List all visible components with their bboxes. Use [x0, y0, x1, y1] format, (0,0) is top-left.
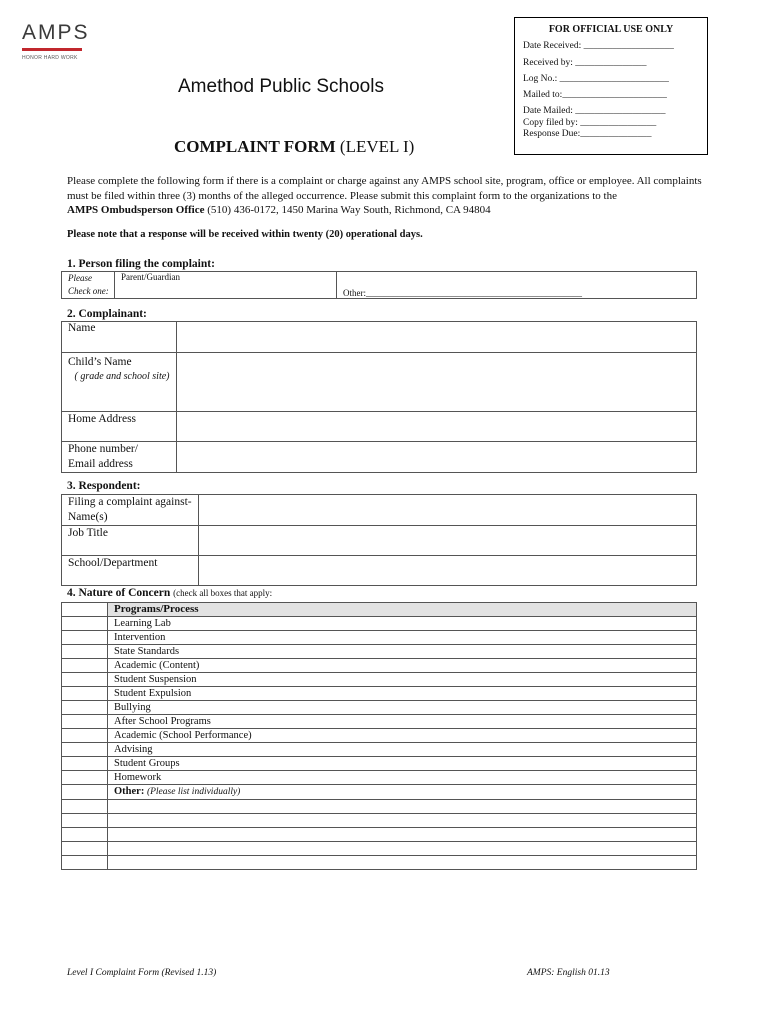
response-due-field[interactable]: Response Due:_______________ — [523, 129, 652, 139]
concern-checkbox[interactable] — [62, 673, 108, 687]
footer-left: Level I Complaint Form (Revised 1.13) — [67, 968, 217, 978]
log-no-field[interactable]: Log No.: _______________________ — [523, 74, 669, 84]
concern-checkbox[interactable] — [62, 729, 108, 743]
concern-label: After School Programs — [108, 715, 697, 729]
job-title-input[interactable] — [199, 526, 697, 556]
child-name-label: Child’s Name ( grade and school site) — [62, 353, 177, 412]
home-address-label: Home Address — [62, 412, 177, 442]
school-department-label: School/Department — [62, 556, 199, 586]
section3-table — [61, 494, 697, 586]
concern-other-input[interactable] — [108, 856, 697, 870]
concern-label: Intervention — [108, 631, 697, 645]
mailed-to-field[interactable]: Mailed to:______________________ — [523, 90, 667, 100]
form-title-main: COMPLAINT FORM — [174, 137, 336, 156]
concern-checkbox[interactable] — [62, 631, 108, 645]
job-title-label: Job Title — [62, 526, 199, 556]
office-contact: (510) 436-0172, 1450 Marina Way South, Richmond, CA 94804 — [204, 204, 491, 216]
checkbox-header-cell — [62, 603, 108, 617]
concern-blank-row — [62, 800, 697, 814]
concern-row — [62, 757, 697, 771]
concern-table — [61, 602, 697, 870]
copy-filed-by-field[interactable]: Copy filed by: ________________ — [523, 118, 657, 128]
section1-title: 1. Person filing the complaint: — [67, 258, 215, 270]
logo-tagline: HONOR HARD WORK — [22, 55, 78, 61]
intro-paragraph — [67, 174, 707, 218]
child-name-input[interactable] — [177, 353, 697, 412]
section3-title: 3. Respondent: — [67, 480, 141, 492]
concern-other-input[interactable] — [108, 842, 697, 856]
section2-table — [61, 321, 697, 473]
concern-row — [62, 771, 697, 785]
date-received-field[interactable]: Date Received: ___________________ — [523, 41, 674, 51]
name-label: Name — [62, 322, 177, 353]
concern-blank-row — [62, 842, 697, 856]
concern-checkbox[interactable] — [62, 785, 108, 800]
concern-label: Academic (Content) — [108, 659, 697, 673]
concern-label: Homework — [108, 771, 697, 785]
respondent-name-input[interactable] — [199, 495, 697, 526]
respondent-name-label: Filing a complaint against- Name(s) — [62, 495, 199, 526]
concern-other-input[interactable] — [108, 800, 697, 814]
concern-checkbox[interactable] — [62, 687, 108, 701]
concern-row — [62, 659, 697, 673]
concern-checkbox[interactable] — [62, 814, 108, 828]
concern-blank-row — [62, 814, 697, 828]
concern-blank-row — [62, 828, 697, 842]
concern-label: Student Expulsion — [108, 687, 697, 701]
logo-text: AMPS — [22, 21, 90, 44]
concern-checkbox[interactable] — [62, 757, 108, 771]
home-address-input[interactable] — [177, 412, 697, 442]
concern-row — [62, 617, 697, 631]
other-label: Other: — [114, 786, 145, 797]
programs-process-header: Programs/Process — [108, 603, 697, 617]
concern-checkbox[interactable] — [62, 842, 108, 856]
response-note: Please note that a response will be received within twenty (20) operational days. — [67, 229, 423, 240]
phone-email-input[interactable] — [177, 442, 697, 473]
concern-row — [62, 645, 697, 659]
concern-row — [62, 631, 697, 645]
concern-row — [62, 687, 697, 701]
section2-title: 2. Complainant: — [67, 308, 147, 320]
concern-checkbox[interactable] — [62, 701, 108, 715]
concern-checkbox[interactable] — [62, 715, 108, 729]
concern-checkbox[interactable] — [62, 828, 108, 842]
concern-label: Learning Lab — [108, 617, 697, 631]
concern-row — [62, 673, 697, 687]
concern-checkbox[interactable] — [62, 771, 108, 785]
child-name-hint: ( grade and school site) — [74, 371, 170, 382]
concern-label: Academic (School Performance) — [108, 729, 697, 743]
concern-checkbox[interactable] — [62, 645, 108, 659]
concern-checkbox[interactable] — [62, 617, 108, 631]
logo-underline — [22, 48, 82, 51]
concern-checkbox[interactable] — [62, 659, 108, 673]
concern-blank-row — [62, 856, 697, 870]
concern-label: Student Suspension — [108, 673, 697, 687]
other-hint: (Please list individually) — [146, 787, 241, 797]
concern-label: Advising — [108, 743, 697, 757]
concern-row — [62, 701, 697, 715]
parent-guardian-option[interactable]: Parent/Guardian — [115, 272, 337, 299]
official-use-heading: FOR OFFICIAL USE ONLY — [548, 24, 674, 35]
check-one-label: Please Check one: — [62, 272, 115, 299]
form-title — [174, 137, 414, 157]
other-option[interactable]: Other:________________________________________________ — [337, 272, 697, 299]
concern-other-label — [108, 785, 697, 800]
concern-checkbox[interactable] — [62, 743, 108, 757]
concern-label: State Standards — [108, 645, 697, 659]
section4-hint: (check all boxes that apply: — [173, 588, 273, 598]
concern-other-input[interactable] — [108, 828, 697, 842]
concern-row — [62, 729, 697, 743]
form-title-level: (LEVEL I) — [339, 137, 415, 156]
concern-label: Bullying — [108, 701, 697, 715]
school-department-input[interactable] — [199, 556, 697, 586]
amps-logo — [22, 22, 92, 61]
concern-other-input[interactable] — [108, 814, 697, 828]
concern-row — [62, 743, 697, 757]
phone-email-label: Phone number/ Email address — [62, 442, 177, 473]
concern-row — [62, 715, 697, 729]
date-mailed-field[interactable]: Date Mailed: ___________________ — [523, 106, 666, 116]
footer-right: AMPS: English 01.13 — [527, 968, 610, 978]
concern-other-row — [62, 785, 697, 800]
concern-checkbox[interactable] — [62, 800, 108, 814]
received-by-field[interactable]: Received by: _______________ — [523, 58, 647, 68]
ombudsperson-office: AMPS Ombudsperson Office — [67, 204, 205, 216]
section4-heading: 4. Nature of Concern — [67, 587, 171, 599]
school-name: Amethod Public Schools — [178, 76, 384, 97]
concern-checkbox[interactable] — [62, 856, 108, 870]
intro-text: Please complete the following form if there is a complaint or charge against any AMPS school site, program, office or employee. All complaints must be filed within three (3) months of the alleged occurrence. Please submit this complaint form to the organizations to the — [67, 175, 702, 202]
section1-table — [61, 271, 697, 299]
section4-title — [67, 587, 272, 599]
name-input[interactable] — [177, 322, 697, 353]
concern-label: Student Groups — [108, 757, 697, 771]
official-use-box — [514, 17, 708, 155]
